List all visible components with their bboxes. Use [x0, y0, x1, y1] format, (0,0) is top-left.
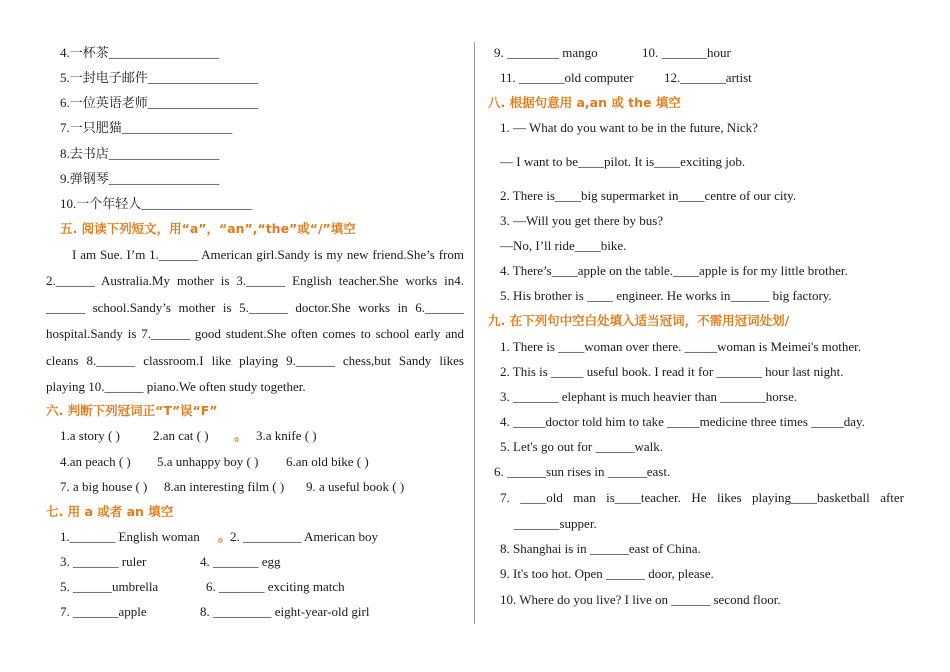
- tf-item: 7. a big house ( ): [60, 479, 148, 494]
- vocab-item: 4.一杯茶_________________: [60, 45, 220, 60]
- question-item: 5. Let's go out for ______walk.: [500, 439, 664, 454]
- fill-item: 4. _______ egg: [200, 554, 281, 569]
- fill-item: 6. _______ exciting match: [206, 579, 345, 594]
- question-item: 9. It's too hot. Open ______ door, please.: [500, 566, 714, 581]
- question-item: 1. — What do you want to be in the future, Nick?: [500, 120, 758, 135]
- vocab-item: 9.弹钢琴_________________: [60, 171, 220, 186]
- vocab-item: 8.去书店_________________: [60, 146, 220, 161]
- fill-item: 3. _______ ruler: [60, 554, 147, 569]
- question-item: 4. There’s____apple on the table.____apple is for my little brother.: [500, 263, 848, 278]
- question-item: 3. _______ elephant is much heavier than _______horse.: [500, 389, 798, 404]
- fill-item: 11. _______old computer: [500, 70, 634, 85]
- section-5-passage: [46, 242, 464, 400]
- fill-item: 1._______ English woman: [60, 529, 200, 544]
- tf-item: 8.an interesting film ( ): [164, 479, 285, 494]
- question-item-continued: _______supper.: [514, 516, 597, 531]
- question-item: 4. _____doctor told him to take _____medicine three times _____day.: [500, 414, 865, 429]
- tf-item: 1.a story ( ): [60, 428, 120, 443]
- passage-text: I am Sue. I’m 1.______ American girl.Sandy is my new friend.She’s from 2.______ Australia.My mother is 3.______ English teacher.She works in4. ______ school.Sandy’s mother is 5.______ doctor.She works in 6.______ hospital.Sandy is 7.______ good student.She often comes to school early and cleans 8.______ classroom.I like playing 9.______ chess,but Sandy likes playing 10.______ piano.We often study together.: [46, 247, 464, 395]
- tf-item: 3.a knife ( ): [256, 428, 317, 443]
- section-8-title: 八. 根据句意用 a,an 或 the 填空: [488, 95, 681, 110]
- question-item: 1. There is ____woman over there. _____woman is Meimei's mother.: [500, 339, 861, 354]
- vocab-item: 5.一封电子邮件_________________: [60, 70, 259, 85]
- vocab-item: 6.一位英语老师_________________: [60, 95, 259, 110]
- tf-item: 6.an old bike ( ): [286, 454, 369, 469]
- section-7-title: 七. 用 a 或者 an 填空: [46, 504, 174, 519]
- section-5-title: 五. 阅读下列短文，用“a”，“an”,“the”或“/”填空: [60, 221, 356, 236]
- fill-item: 9. ________ mango: [494, 45, 598, 60]
- tf-item: 4.an peach ( ): [60, 454, 131, 469]
- stray-mark: 。: [234, 428, 248, 443]
- column-divider: [474, 42, 475, 624]
- question-item: 10. Where do you live? I live on ______ second floor.: [500, 592, 781, 607]
- fill-item: 12._______artist: [664, 70, 752, 85]
- fill-item: 7. _______apple: [60, 604, 147, 619]
- vocab-item: 7.一只肥猫_________________: [60, 120, 233, 135]
- tf-item: 2.an cat ( ): [153, 428, 209, 443]
- question-item: 8. Shanghai is in ______east of China.: [500, 541, 701, 556]
- question-item: 7. ____old man is____teacher. He likes playing____basketball after: [500, 490, 904, 505]
- fill-item: 5. ______umbrella: [60, 579, 159, 594]
- question-item: —No, I’ll ride____bike.: [500, 238, 627, 253]
- section-6-title: 六. 判断下列冠词正“T”误“F”: [46, 403, 218, 418]
- tf-item: 5.a unhappy boy ( ): [157, 454, 259, 469]
- question-item: 2. This is _____ useful book. I read it for _______ hour last night.: [500, 364, 844, 379]
- question-item: — I want to be____pilot. It is____exciting job.: [500, 154, 746, 169]
- question-item: 2. There is____big supermarket in____centre of our city.: [500, 188, 797, 203]
- fill-item: 2. _________ American boy: [230, 529, 379, 544]
- stray-mark: 。: [218, 529, 232, 544]
- fill-item: 8. _________ eight-year-old girl: [200, 604, 370, 619]
- question-item: 5. His brother is ____ engineer. He works in______ big factory.: [500, 288, 832, 303]
- question-item: 3. —Will you get there by bus?: [500, 213, 664, 228]
- tf-item: 9. a useful book ( ): [306, 479, 405, 494]
- question-item: 6. ______sun rises in ______east.: [494, 464, 671, 479]
- fill-item: 10. _______hour: [642, 45, 731, 60]
- vocab-item: 10.一个年轻人_________________: [60, 196, 252, 211]
- section-9-title: 九. 在下列句中空白处填入适当冠词，不需用冠词处划/: [488, 313, 790, 328]
